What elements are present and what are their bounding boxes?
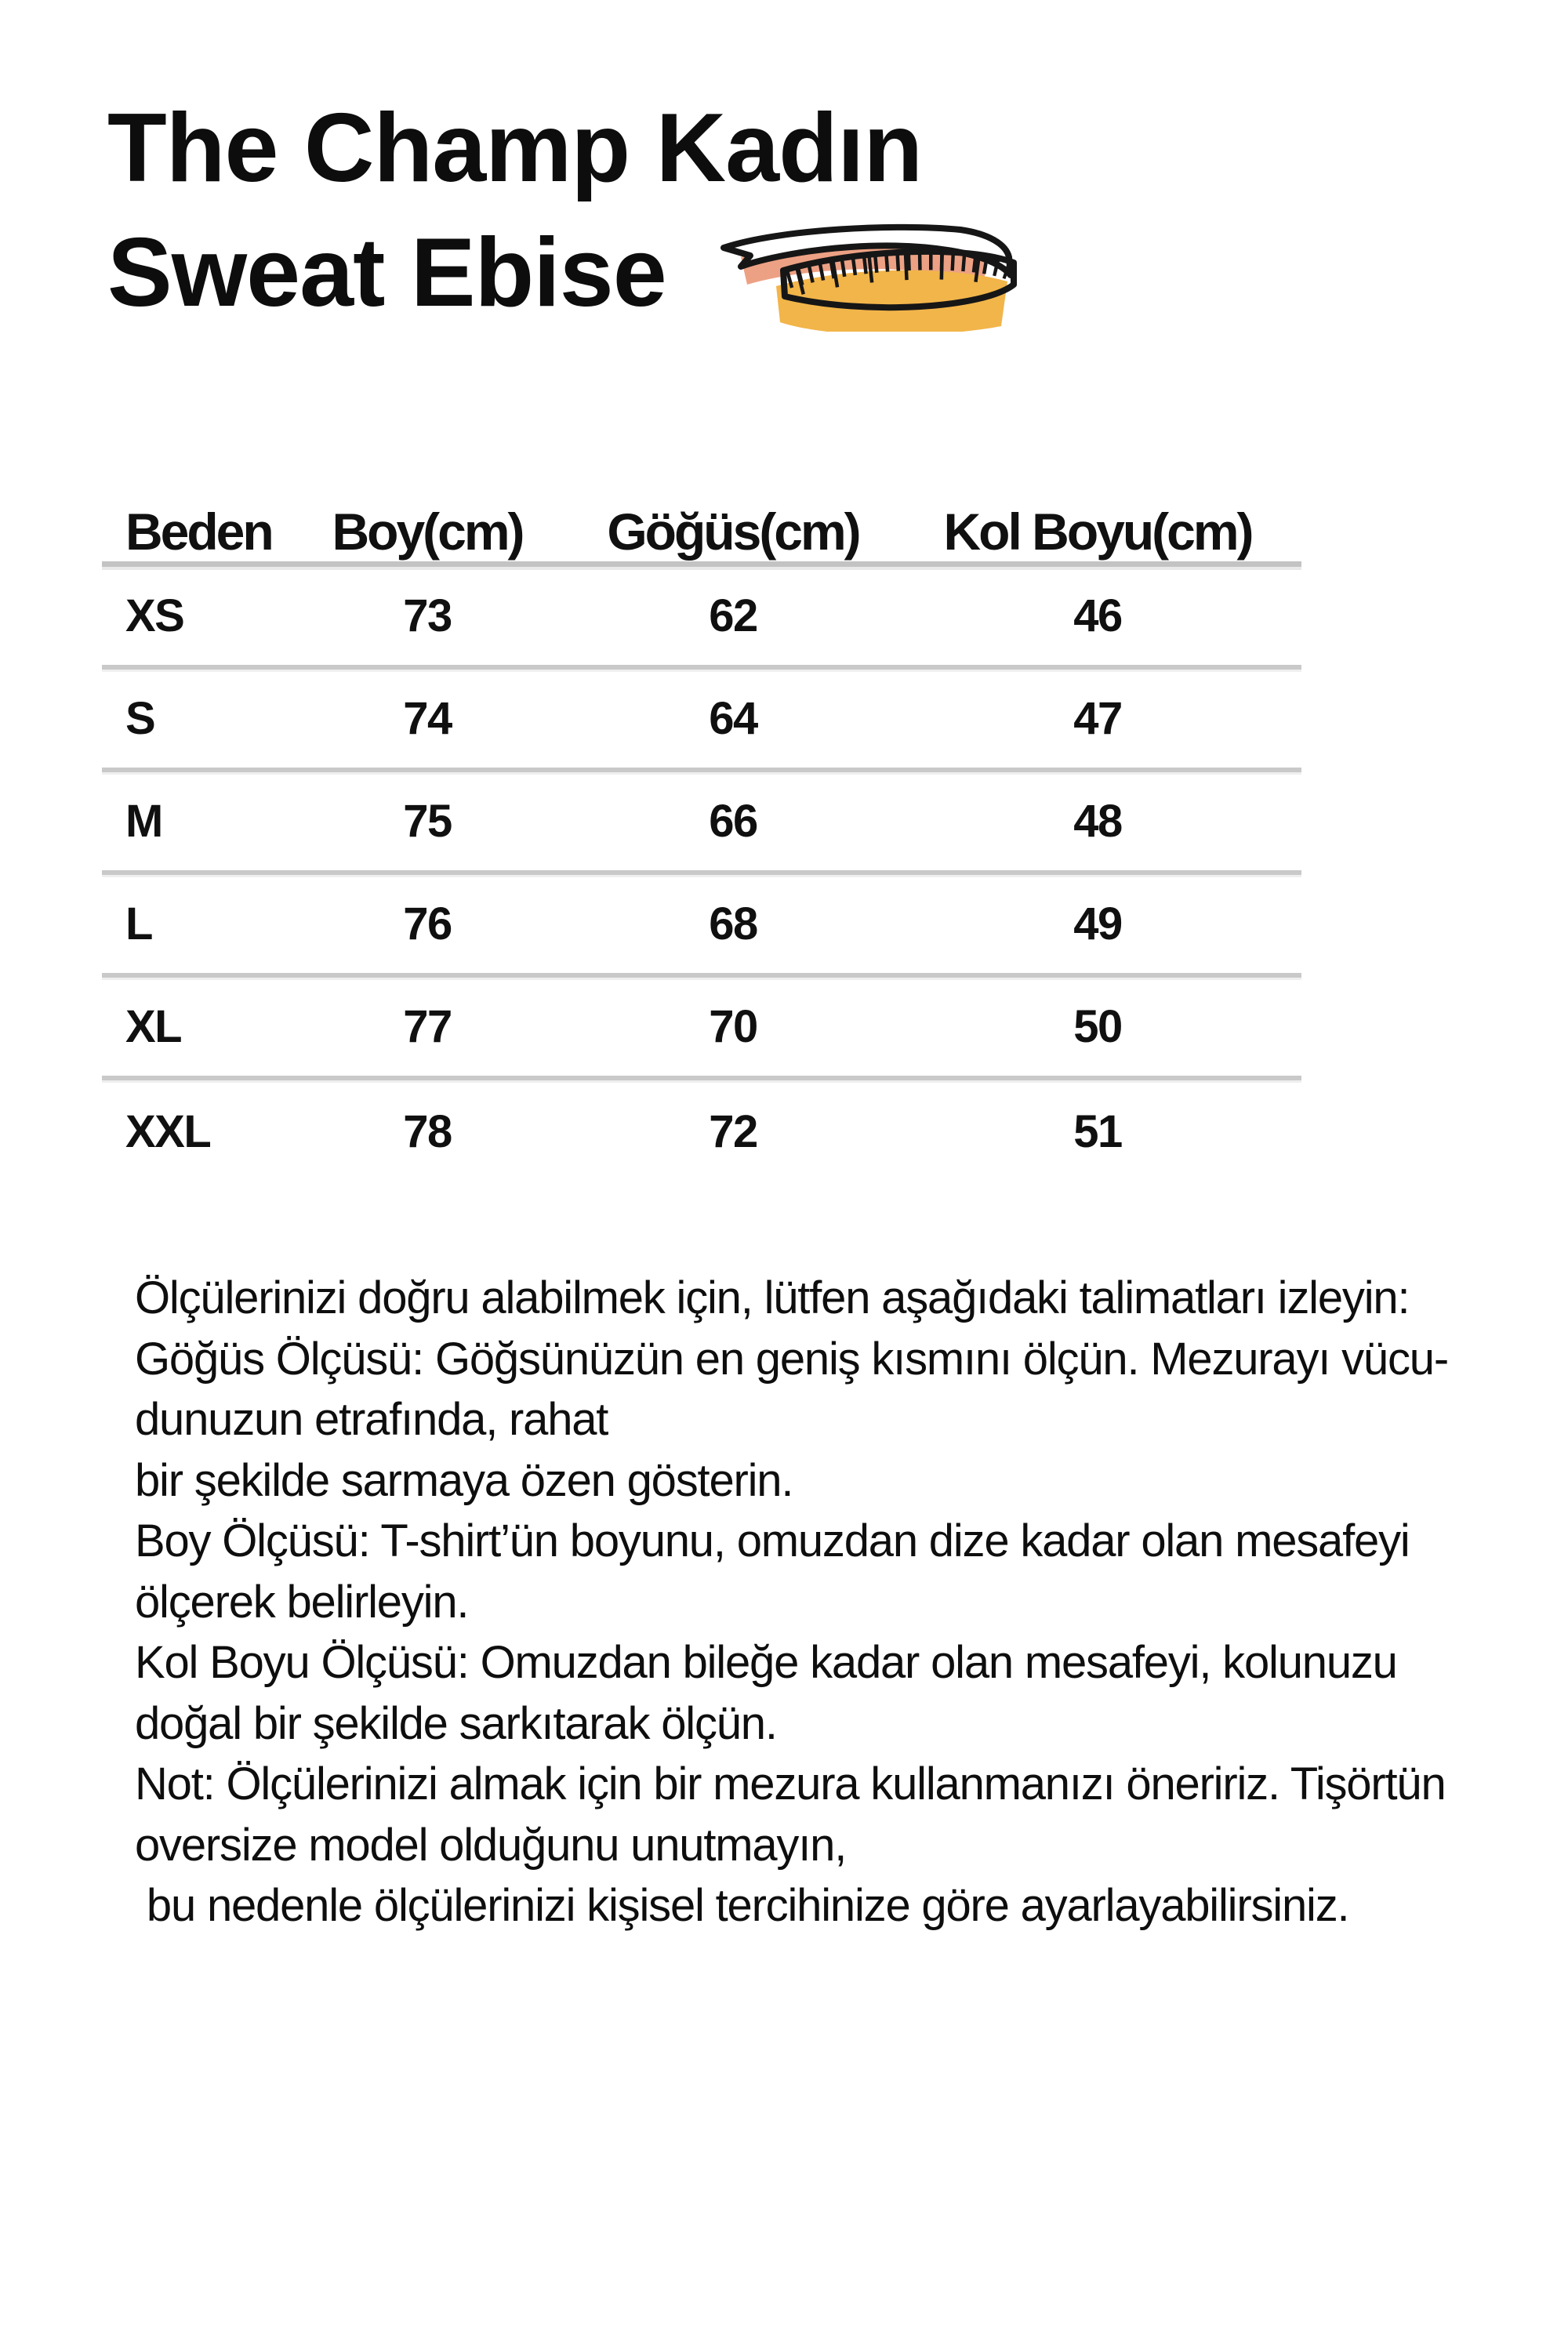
measure-value: 77 (403, 1001, 452, 1052)
measure-value: 64 (709, 693, 757, 744)
size-table-header (102, 470, 1301, 567)
instructions-paragraph (135, 1268, 1448, 1936)
measure-value: 49 (1073, 898, 1122, 949)
instruction-line: Not: Ölçülerinizi almak için bir mezura kullanmanızı öneririz. Tişörtün (135, 1759, 1446, 1809)
instruction-line: Kol Boyu Ölçüsü: Omuzdan bileğe kadar olan mesafeyi, kolunuzu (135, 1637, 1397, 1688)
measure-value: 74 (403, 693, 452, 744)
size-label: XS (125, 590, 184, 641)
instruction-line: ölçerek belirleyin. (135, 1576, 469, 1628)
column-header-boy-cm-: Boy(cm) (332, 503, 523, 561)
table-row-xl (102, 978, 1301, 1080)
column-header-beden: Beden (125, 503, 272, 561)
size-label: S (125, 693, 155, 744)
measuring-tape-icon (717, 222, 1027, 332)
column-header-kol-boyu-cm-: Kol Boyu(cm) (943, 503, 1252, 561)
instruction-line: Ölçülerinizi doğru alabilmek için, lütfen aşağıdaki talimatları izleyin: (135, 1272, 1410, 1323)
table-row-xs (102, 567, 1301, 670)
measure-value: 75 (403, 796, 452, 847)
instruction-line: bir şekilde sarmaya özen gösterin. (135, 1454, 793, 1506)
size-label: XXL (125, 1106, 211, 1157)
instruction-line: dunuzun etrafında, rahat (135, 1394, 608, 1445)
measure-value: 48 (1073, 796, 1122, 847)
measure-value: 73 (403, 590, 452, 641)
size-label: XL (125, 1001, 182, 1052)
table-row-xxl (102, 1080, 1301, 1183)
size-table-body (102, 567, 1301, 1183)
measure-value: 70 (709, 1001, 757, 1052)
measure-value: 72 (709, 1106, 757, 1157)
instruction-line: Göğüs Ölçüsü: Göğsünüzün en geniş kısmını ölçün. Mezurayı vücu- (135, 1333, 1448, 1385)
size-label: M (125, 796, 162, 847)
table-row-l (102, 875, 1301, 978)
measure-value: 66 (709, 796, 757, 847)
measure-value: 46 (1073, 590, 1122, 641)
measure-value: 76 (403, 898, 452, 949)
page-title-line1: The Champ Kadın (107, 94, 923, 202)
measure-value: 50 (1073, 1001, 1122, 1052)
instruction-line: oversize model olduğunu unutmayın, (135, 1819, 847, 1871)
measure-value: 47 (1073, 693, 1122, 744)
size-label: L (125, 898, 152, 949)
instruction-line: doğal bir şekilde sarkıtarak ölçün. (135, 1697, 777, 1749)
measure-value: 62 (709, 590, 757, 641)
measure-value: 51 (1073, 1106, 1122, 1157)
measure-value: 78 (403, 1106, 452, 1157)
table-row-m (102, 772, 1301, 875)
column-header-g-s-cm-: Göğüs(cm) (607, 503, 859, 561)
instruction-line: Boy Ölçüsü: T-shirt’ün boyunu, omuzdan dize kadar olan mesafeyi (135, 1515, 1410, 1566)
measure-value: 68 (709, 898, 757, 949)
page-title-line2: Sweat Ebise (107, 219, 666, 327)
table-row-s (102, 670, 1301, 772)
instruction-line: bu nedenle ölçülerinizi kişisel tercihinize göre ayarlayabilirsiniz. (135, 1880, 1349, 1931)
